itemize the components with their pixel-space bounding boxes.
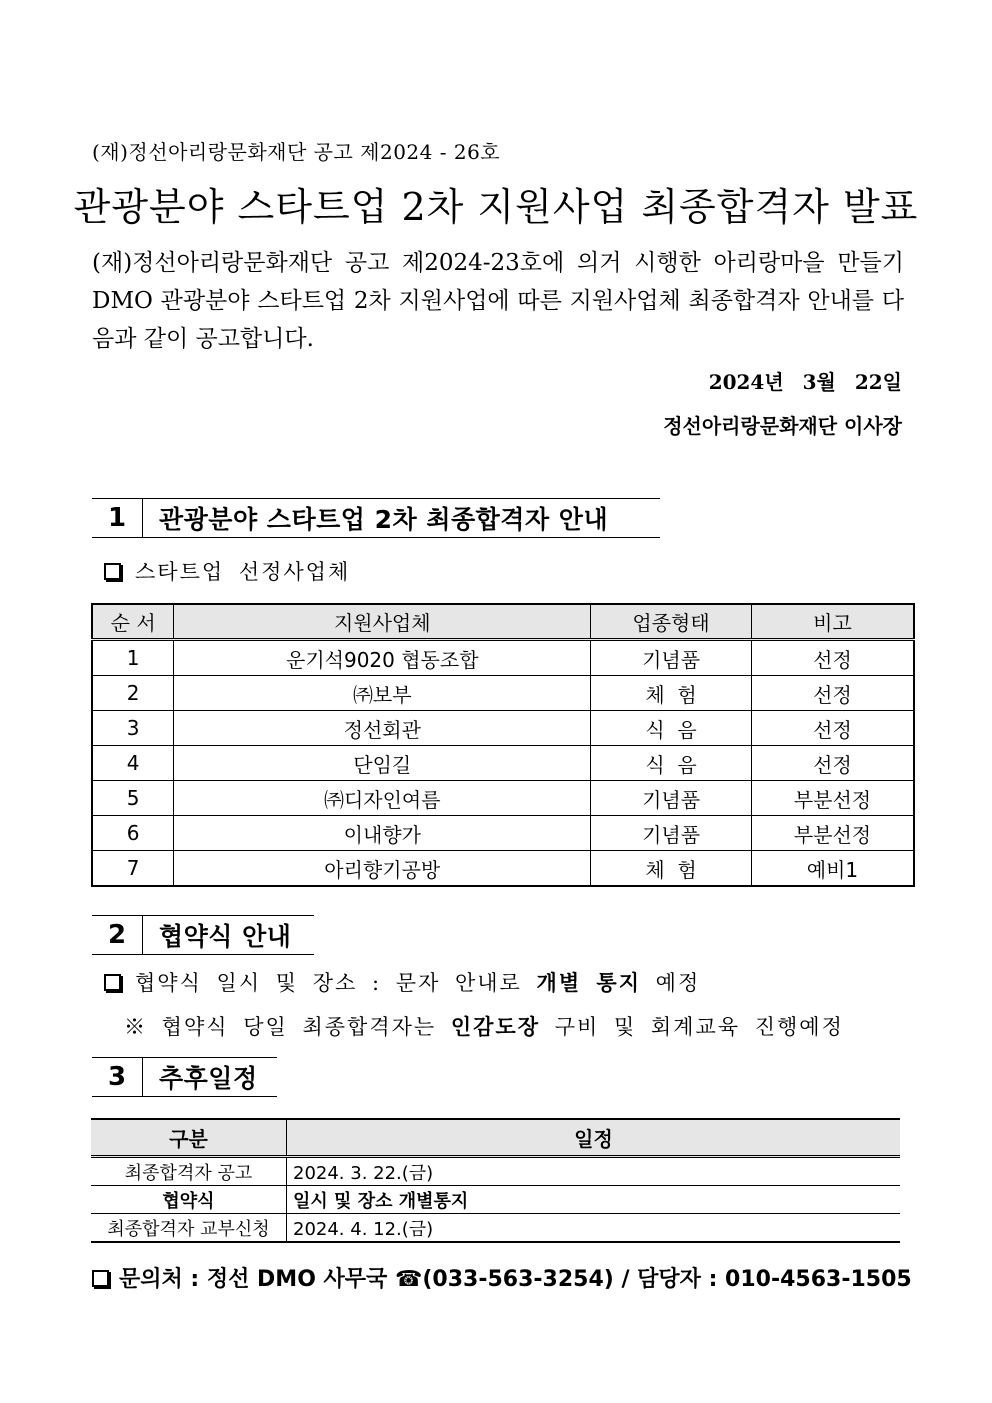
section-2-note — [124, 1011, 844, 1041]
cell-business-type: 체 험 — [591, 676, 752, 711]
cell-schedule: 일시 및 장소 개별통지 — [287, 1186, 901, 1214]
table-header-row — [92, 604, 914, 640]
bullet-emphasis: 개별 통지 — [536, 971, 641, 995]
table-row — [92, 676, 914, 711]
note-text: ※ 협약식 당일 최종합격자는 — [124, 1015, 451, 1039]
cell-business-type: 식 음 — [591, 746, 752, 781]
intro-paragraph: (재)정선아리랑문화재단 공고 제2024-23호에 의거 시행한 아리랑마을 만들기 DMO 관광분야 스타트업 2차 지원사업에 따른 지원사업체 최종합격자 안내를 다음과 같이 공고합니다. — [92, 250, 904, 352]
section-3-title: 추후일정 — [159, 1064, 258, 1093]
bullet-text: 협약식 일시 및 장소 : 문자 안내로 — [135, 971, 537, 995]
cell-order: 6 — [92, 816, 174, 851]
cell-order: 3 — [92, 711, 174, 746]
section-2-header — [92, 915, 314, 955]
cell-note: 부분선정 — [751, 816, 914, 851]
cell-note: 선정 — [751, 746, 914, 781]
table-row — [92, 746, 914, 781]
cell-category: 협약식 — [91, 1186, 287, 1214]
section-3-header — [92, 1057, 277, 1097]
table-row — [91, 1214, 900, 1243]
cell-category: 최종합격자 공고 — [91, 1157, 287, 1186]
section-1-header — [92, 498, 660, 538]
announcement-date: 2024년 3월 22일 — [708, 370, 902, 394]
section-1-bullet-text: 스타트업 선정사업체 — [135, 560, 351, 584]
cell-order: 4 — [92, 746, 174, 781]
cell-schedule: 2024. 3. 22.(금) — [287, 1157, 901, 1186]
section-2-title: 협약식 안내 — [159, 922, 292, 951]
cell-business-type: 식 음 — [591, 711, 752, 746]
page-title: 관광분야 스타트업 2차 지원사업 최종합격자 발표 — [73, 185, 919, 229]
selected-companies-table — [91, 603, 915, 887]
column-header-category: 구분 — [91, 1119, 287, 1157]
cell-business-type: 체 험 — [591, 851, 752, 887]
cell-category: 최종합격자 교부신청 — [91, 1214, 287, 1243]
table-row — [92, 711, 914, 746]
cell-company: 단임길 — [174, 746, 591, 781]
section-1-title: 관광분야 스타트업 2차 최종합격자 안내 — [159, 505, 609, 534]
bullet-text-end: 예정 — [641, 971, 701, 995]
contact-info — [92, 1262, 912, 1293]
column-header-company: 지원사업체 — [174, 604, 591, 640]
cell-order: 1 — [92, 640, 174, 676]
note-emphasis: 인감도장 — [450, 1015, 541, 1039]
cell-company: 아리향기공방 — [174, 851, 591, 887]
column-header-business-type: 업종형태 — [591, 604, 752, 640]
checkbox-icon — [104, 563, 121, 580]
cell-note: 선정 — [751, 676, 914, 711]
cell-company: 이내향가 — [174, 816, 591, 851]
section-1-bullet — [104, 556, 350, 586]
cell-business-type: 기념품 — [591, 640, 752, 676]
section-2-bullet — [104, 967, 700, 997]
cell-order: 5 — [92, 781, 174, 816]
cell-note: 예비1 — [751, 851, 914, 887]
table-row — [92, 816, 914, 851]
table-row — [91, 1186, 900, 1214]
table-row — [92, 781, 914, 816]
contact-text: 문의처 : 정선 DMO 사무국 ☎(033-563-3254) / 담당자 : 010-4563-1505 — [119, 1267, 912, 1292]
cell-business-type: 기념품 — [591, 816, 752, 851]
table-row — [91, 1157, 900, 1186]
cell-order: 7 — [92, 851, 174, 887]
section-2-number: 2 — [92, 916, 143, 954]
cell-company: 정선회관 — [174, 711, 591, 746]
cell-company: ㈜디자인여름 — [174, 781, 591, 816]
section-3-number: 3 — [92, 1058, 143, 1096]
cell-note: 선정 — [751, 640, 914, 676]
column-header-schedule: 일정 — [287, 1119, 901, 1157]
cell-schedule: 2024. 4. 12.(금) — [293, 1218, 434, 1240]
checkbox-icon — [92, 1270, 109, 1287]
schedule-table — [91, 1118, 900, 1243]
table-row — [92, 851, 914, 887]
note-text-end: 구비 및 회계교육 진행예정 — [540, 1015, 844, 1039]
notice-number: (재)정선아리랑문화재단 공고 제2024 - 26호 — [92, 140, 501, 164]
cell-business-type: 기념품 — [591, 781, 752, 816]
column-header-note: 비고 — [751, 604, 914, 640]
cell-company: 운기석9020 협동조합 — [174, 640, 591, 676]
checkbox-icon — [104, 974, 121, 991]
cell-order: 2 — [92, 676, 174, 711]
cell-company: ㈜보부 — [174, 676, 591, 711]
table-header-row — [91, 1119, 900, 1157]
signer: 정선아리랑문화재단 이사장 — [663, 414, 902, 438]
column-header-order: 순 서 — [92, 604, 174, 640]
cell-note: 부분선정 — [751, 781, 914, 816]
cell-note: 선정 — [751, 711, 914, 746]
section-1-number: 1 — [92, 499, 143, 537]
table-row — [92, 640, 914, 676]
